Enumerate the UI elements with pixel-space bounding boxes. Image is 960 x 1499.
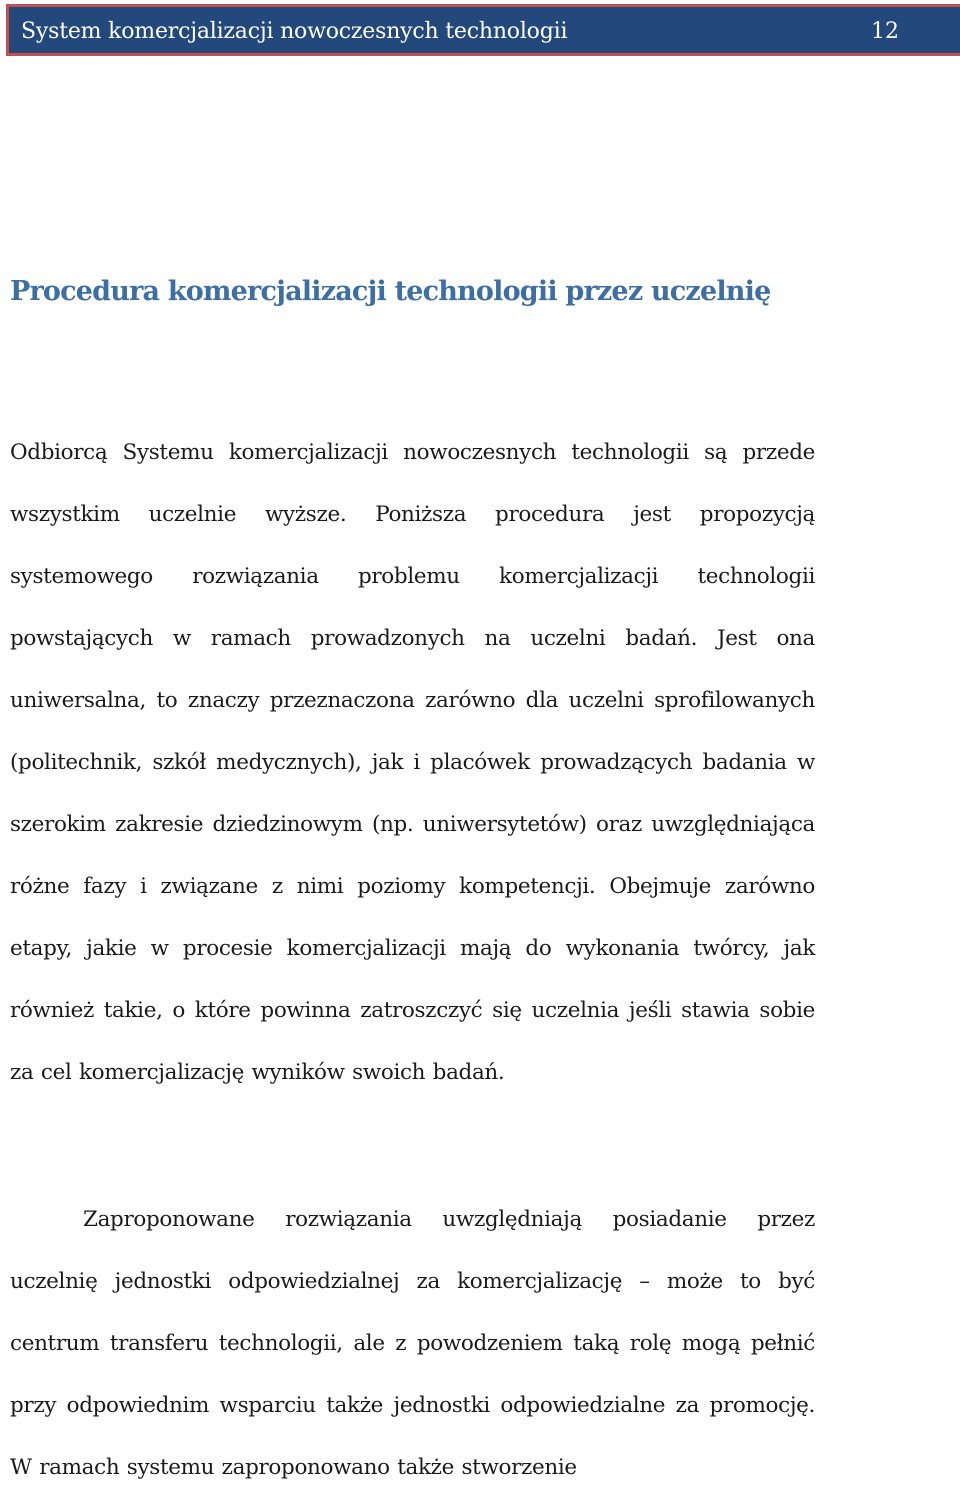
running-header xyxy=(6,4,960,56)
section-heading: Procedura komercjalizacji technologii przez uczelnię xyxy=(10,276,771,307)
page-number: 12 xyxy=(871,19,899,44)
body-paragraph-1: Odbiorcą Systemu komercjalizacji nowoczesnych technologii są przede wszystkim uczelnie wyższe. Poniższa procedura jest propozycją systemowego rozwiązania problemu komercjalizacji technologii powstających w ramach prowadzonych na uczelni badań. Jest ona uniwersalna, to znaczy przeznaczona zarówno dla uczelni sprofilowanych (politechnik, szkół medycznych), jak i placówek prowadzących badania w szerokim zakresie dziedzinowym (np. uniwersytetów) oraz uwzględniająca różne fazy i związane z nimi poziomy kompetencji. Obejmuje zarówno etapy, jakie w procesie komercjalizacji mają do wykonania twórcy, jak również takie, o które powinna zatroszczyć się uczelnia jeśli stawia sobie za cel komercjalizację wyników swoich badań. xyxy=(10,440,815,1085)
body-paragraph-2: Zaproponowane rozwiązania uwzględniają posiadanie przez uczelnię jednostki odpowiedzialnej za komercjalizację – może to być centrum transferu technologii, ale z powodzeniem taką rolę mogą pełnić przy odpowiednim wsparciu także jednostki odpowiedzialne za promocję. W ramach systemu zaproponowano także stworzenie xyxy=(10,1207,815,1480)
header-title: System komercjalizacji nowoczesnych technologii xyxy=(21,19,568,44)
